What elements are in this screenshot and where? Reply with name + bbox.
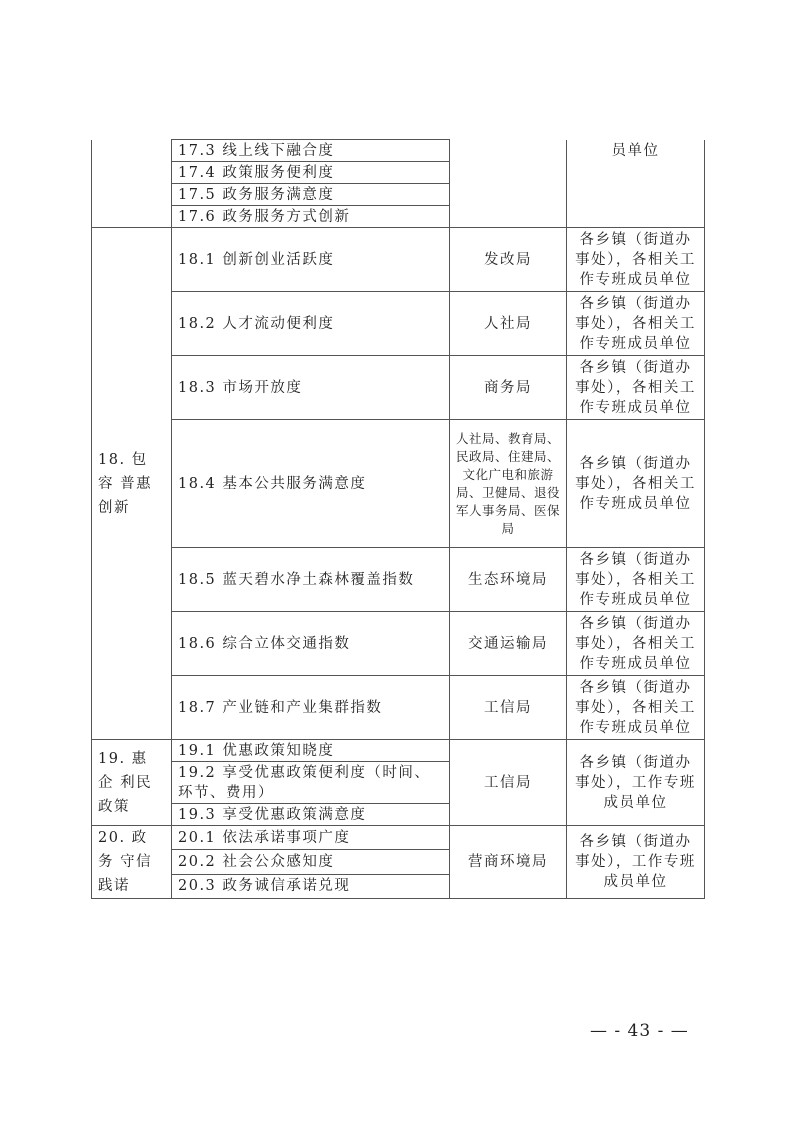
partner-units: 各乡镇（街道办事处），各相关工作专班成员单位	[567, 612, 705, 676]
lead-department: 人社局、教育局、民政局、住建局、文化广电和旅游局、卫健局、退役军人事务局、医保局	[450, 420, 567, 548]
partner-units: 各乡镇（街道办事处），各相关工作专班成员单位	[567, 676, 705, 740]
partner-units: 各乡镇（街道办事处），工作专班成员单位	[567, 826, 705, 899]
table-row	[92, 140, 705, 162]
lead-department: 营商环境局	[450, 826, 567, 899]
table-row	[92, 548, 705, 612]
partner-units: 各乡镇（街道办事处），各相关工作专班成员单位	[567, 292, 705, 356]
section-title-cell: 20. 政 务 守信践诺	[92, 826, 172, 899]
indicator-name: 18.3 市场开放度	[172, 356, 450, 420]
indicator-name: 17.6 政务服务方式创新	[172, 206, 450, 228]
table-row	[92, 826, 705, 850]
indicator-name: 19.3 享受优惠政策满意度	[172, 804, 450, 826]
indicator-name: 20.1 依法承诺事项广度	[172, 826, 450, 850]
indicator-name: 17.5 政务服务满意度	[172, 184, 450, 206]
lead-department: 工信局	[450, 740, 567, 826]
indicator-name: 20.3 政务诚信承诺兑现	[172, 874, 450, 898]
lead-department: 工信局	[450, 676, 567, 740]
lead-department: 生态环境局	[450, 548, 567, 612]
lead-department	[450, 140, 567, 228]
lead-department: 商务局	[450, 356, 567, 420]
lead-department: 人社局	[450, 292, 567, 356]
indicator-name: 18.6 综合立体交通指数	[172, 612, 450, 676]
partner-units: 各乡镇（街道办事处），各相关工作专班成员单位	[567, 420, 705, 548]
table-row	[92, 740, 705, 762]
page-number: — - 43 - —	[590, 1021, 689, 1041]
section-title-cell: 19. 惠 企 利民政策	[92, 740, 172, 826]
table-row	[92, 356, 705, 420]
section-title-cell	[92, 140, 172, 228]
table-row	[92, 676, 705, 740]
partner-units: 各乡镇（街道办事处），各相关工作专班成员单位	[567, 228, 705, 292]
indicator-name: 20.2 社会公众感知度	[172, 850, 450, 874]
indicator-name: 18.1 创新创业活跃度	[172, 228, 450, 292]
partner-units: 员单位	[567, 140, 705, 228]
indicator-name: 17.3 线上线下融合度	[172, 140, 450, 162]
table-row	[92, 292, 705, 356]
lead-department: 发改局	[450, 228, 567, 292]
indicator-name: 18.5 蓝天碧水净土森林覆盖指数	[172, 548, 450, 612]
indicator-table	[91, 139, 705, 899]
lead-department: 交通运输局	[450, 612, 567, 676]
indicator-name: 19.1 优惠政策知晓度	[172, 740, 450, 762]
section-title-cell: 18. 包 容 普惠创新	[92, 228, 172, 740]
partner-units: 各乡镇（街道办事处），各相关工作专班成员单位	[567, 548, 705, 612]
table-row	[92, 420, 705, 548]
indicator-name: 18.7 产业链和产业集群指数	[172, 676, 450, 740]
indicator-name: 18.2 人才流动便利度	[172, 292, 450, 356]
table-row	[92, 612, 705, 676]
partner-units: 各乡镇（街道办事处），工作专班成员单位	[567, 740, 705, 826]
partner-units: 各乡镇（街道办事处），各相关工作专班成员单位	[567, 356, 705, 420]
indicator-name: 17.4 政策服务便利度	[172, 162, 450, 184]
indicator-name: 18.4 基本公共服务满意度	[172, 420, 450, 548]
indicator-name: 19.2 享受优惠政策便利度（时间、环节、费用）	[172, 762, 450, 804]
table-row	[92, 228, 705, 292]
